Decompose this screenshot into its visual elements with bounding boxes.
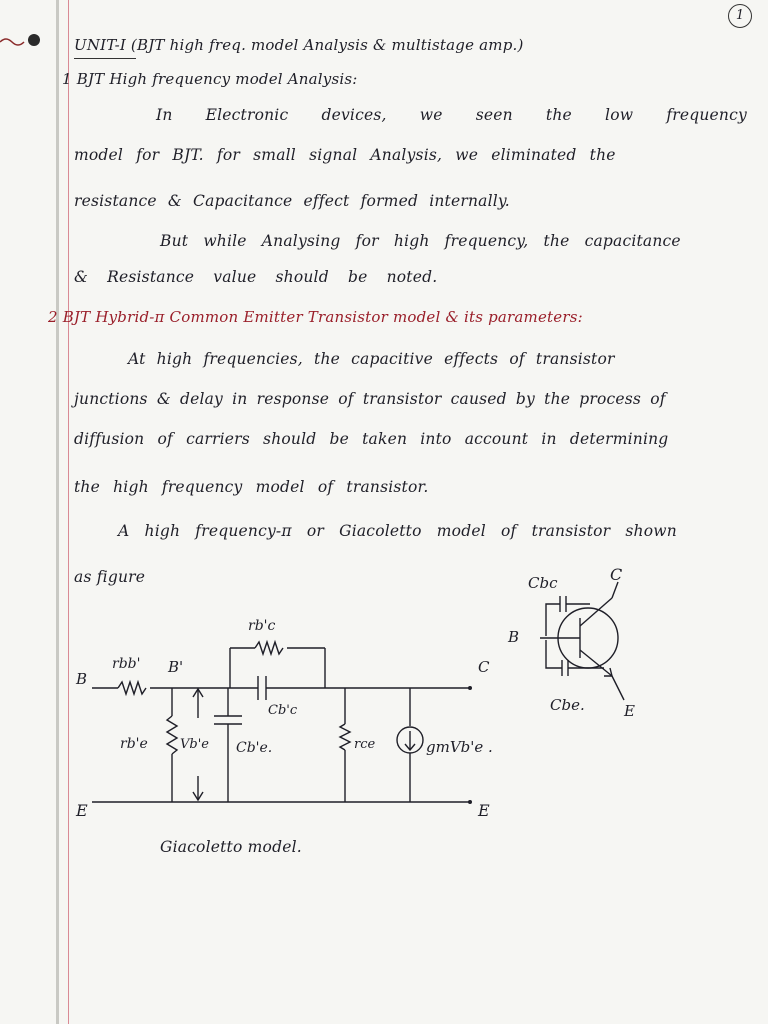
label-b: B [76, 670, 88, 688]
figure-caption: Giacoletto model. [160, 838, 302, 856]
label-e-right: E [478, 801, 490, 820]
label-cbe: Cb'e. [236, 740, 273, 756]
label-rbb: rbb' [112, 656, 141, 672]
label-cbc: Cb'c [268, 703, 298, 718]
unit-heading: UNIT-I (BJT high freq. model Analysis & multistage amp.) [74, 36, 524, 54]
paragraph-line: In Electronic devices, we seen the low frequency [156, 106, 747, 124]
label-b-prime: B' [168, 658, 184, 676]
label-rbe: rb'e [120, 736, 148, 752]
label-rce: rce [354, 737, 376, 752]
transistor-label-cbe: Cbe. [550, 696, 585, 714]
label-c: C [478, 658, 490, 676]
label-rbc: rb'c [248, 618, 276, 634]
label-gm: gmVb'e . [426, 738, 493, 756]
label-vbe: Vb'e [180, 737, 209, 752]
paragraph-line: diffusion of carriers should be taken into account in determining [74, 430, 669, 448]
transistor-label-e: E [624, 702, 635, 720]
transistor-label-cbc: Cbc [528, 574, 558, 592]
paragraph-line: A high frequency-π or Giacoletto model of transistor shown [118, 522, 677, 540]
paragraph-line: the high frequency model of transistor. [74, 478, 429, 496]
label-e-left: E [76, 801, 88, 820]
paragraph-line: & Resistance value should be noted. [74, 268, 438, 286]
paragraph-line: junctions & delay in response of transistor caused by the process of [74, 390, 666, 408]
paragraph-line: as figure [74, 568, 146, 586]
paragraph-line: At high frequencies, the capacitive effects of transistor [128, 350, 615, 368]
paragraph-line: But while Analysing for high frequency, the capacitance [160, 232, 681, 250]
section-1-heading: 1 BJT High frequency model Analysis: [62, 70, 358, 88]
paragraph-line: resistance & Capacitance effect formed internally. [74, 192, 510, 210]
paragraph-line: model for BJT. for small signal Analysis, we eliminated the [74, 146, 616, 164]
transistor-label-b: B [508, 628, 520, 646]
section-2-heading: 2 BJT Hybrid-π Common Emitter Transistor model & its parameters: [48, 308, 583, 326]
page-number: 1 [728, 4, 752, 28]
transistor-label-c: C [610, 565, 623, 584]
